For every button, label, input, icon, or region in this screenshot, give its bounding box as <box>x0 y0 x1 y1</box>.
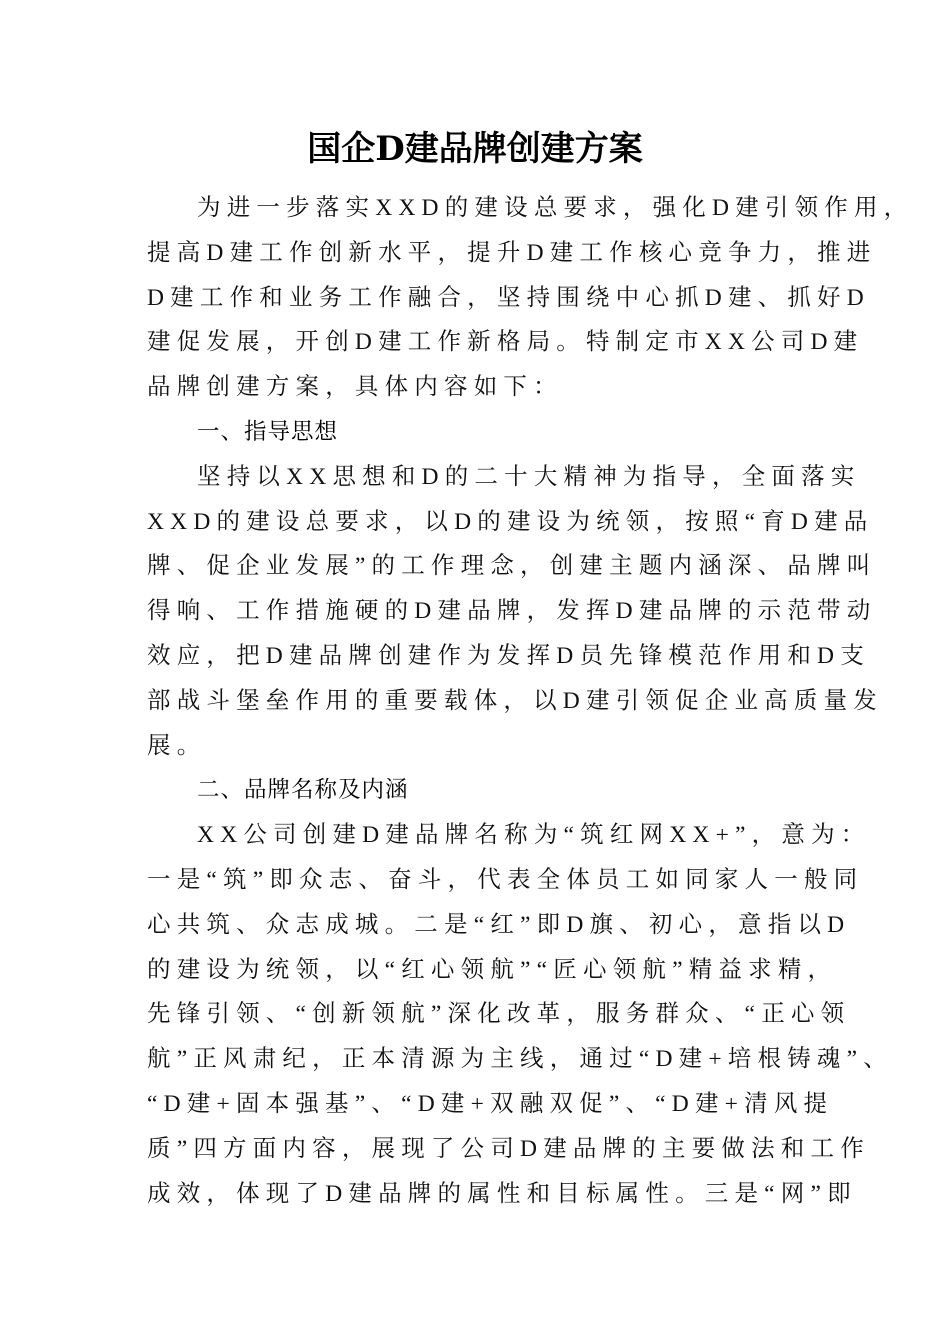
paragraph-line: XXD的建设总要求，以D的建设为统领，按照“育D建品 <box>147 508 874 535</box>
paragraph-line: XX公司创建D建品牌名称为“筑红网XX+”，意为： <box>197 822 871 849</box>
paragraph-line: 一是“筑”即众志、奋斗，代表全体员工如同家人一般同 <box>147 866 864 893</box>
paragraph-line: 得响、工作措施硬的D建品牌，发挥D建品牌的示范带动 <box>147 598 877 625</box>
paragraph-line: 牌、促企业发展”的工作理念，创建主题内涵深、品牌叫 <box>147 553 877 580</box>
document-body <box>147 186 914 1216</box>
paragraph-line: 成效，体现了D建品牌的属性和目标属性。三是“网”即 <box>147 1180 857 1207</box>
section-heading-guiding-ideology: 一、指导思想 <box>197 418 339 445</box>
paragraph-line: 的建设为统领，以“红心领航”“匠心领航”精益求精， <box>147 956 838 983</box>
paragraph-line: 航”正风肃纪，正本清源为主线，通过“D建+培根铸魂”、 <box>147 1046 893 1073</box>
paragraph-line: 先锋引领、“创新领航”深化改革，服务群众、“正心领 <box>147 1001 851 1028</box>
document-title: 国企D建品牌创建方案 <box>307 129 643 169</box>
paragraph-line: 坚持以XX思想和D的二十大精神为指导，全面落实 <box>197 463 861 490</box>
paragraph-line: 部战斗堡垒作用的重要载体，以D建引领促企业高质量发 <box>147 687 883 714</box>
paragraph-line: D建工作和业务工作融合，坚持围绕中心抓D建、抓好D <box>147 284 870 311</box>
paragraph-line: 建促发展，开创D建工作新格局。特制定市XX公司D建 <box>147 329 864 356</box>
section-heading-brand-name: 二、品牌名称及内涵 <box>197 777 409 804</box>
paragraph-line: “D建+固本强基”、“D建+双融双促”、“D建+清风提 <box>147 1090 834 1117</box>
paragraph-line: 展。 <box>147 732 207 759</box>
paragraph-line: 提高D建工作创新水平，提升D建工作核心竞争力，推进 <box>147 239 877 266</box>
paragraph-line: 品牌创建方案，具体内容如下： <box>147 374 563 401</box>
paragraph-line: 心共筑、众志成城。二是“红”即D旗、初心，意指以D <box>147 911 851 938</box>
paragraph-line: 效应，把D建品牌创建作为发挥D员先锋模范作用和D支 <box>147 642 870 669</box>
paragraph-line: 质”四方面内容，展现了公司D建品牌的主要做法和工作 <box>147 1135 870 1162</box>
paragraph-line: 为进一步落实XXD的建设总要求，强化D建引领作用， <box>197 195 914 221</box>
